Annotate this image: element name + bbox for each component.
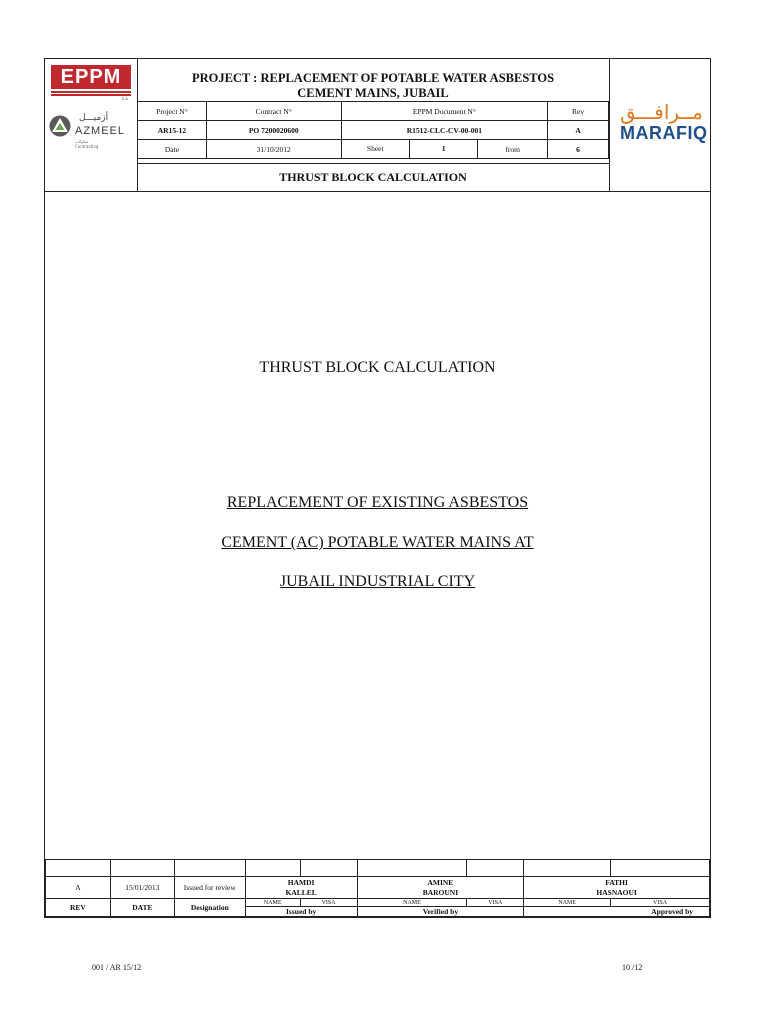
issued-by-name-line-2: KALLEL: [285, 887, 317, 897]
blank-cell: [245, 860, 300, 877]
date-column-label: DATE: [110, 899, 174, 917]
verified-visa-label: VISA: [467, 899, 524, 907]
blank-cell: [300, 860, 357, 877]
issued-by-name: [245, 877, 357, 899]
issued-by-name-line-1: HAMDI: [287, 877, 315, 887]
revision-rev: A: [46, 877, 111, 899]
revision-row: [46, 877, 710, 899]
document-title-header: THRUST BLOCK CALCULATION: [137, 163, 609, 192]
right-logo-column: [609, 59, 711, 191]
verified-name-label: NAME: [357, 899, 467, 907]
sheet-label: Sheet: [366, 144, 384, 153]
azmeel-name: AZMEEL: [75, 125, 126, 137]
blank-cell: [467, 860, 524, 877]
sheet-value: 1: [409, 140, 477, 158]
revision-date: 15/01/2013: [110, 877, 174, 899]
eppm-logo: [51, 65, 131, 103]
project-no-value: AR15-12: [138, 121, 207, 140]
contract-no-label: Contract N°: [206, 102, 341, 121]
left-logo-column: [45, 59, 138, 191]
meta-date-row: [138, 140, 609, 159]
azmeel-logo: [49, 113, 135, 151]
approved-visa-label: VISA: [611, 899, 710, 907]
meta-label-row: [138, 102, 609, 121]
eppm-doc-no-value: R1512-CLC-CV-00-001: [341, 121, 548, 140]
verified-by-name-line-2: BAROUNI: [422, 887, 459, 897]
project-title-line-2: CEMENT MAINS, JUBAIL: [297, 86, 449, 100]
page-frame: [44, 58, 711, 918]
footer-page-number: 10 /12: [622, 963, 643, 972]
revision-subheader-row: [46, 899, 710, 907]
document-meta-table: [137, 101, 609, 159]
date-label: Date: [138, 140, 207, 159]
subtitle-line-2: CEMENT (AC) POTABLE WATER MAINS AT: [221, 534, 534, 551]
from-label: from: [478, 140, 548, 159]
blank-cell: [174, 860, 245, 877]
marafiq-name: MARAFIQ: [620, 123, 708, 143]
issued-by-label: Issued by: [245, 907, 357, 917]
project-no-label: Project N°: [138, 102, 207, 121]
azmeel-arabic-name: أزميـــل: [79, 113, 109, 123]
issued-name-label: NAME: [245, 899, 300, 907]
verified-by-label: Verified by: [357, 907, 524, 917]
sheet-cell: [341, 140, 478, 159]
date-value: 31/10/2012: [206, 140, 341, 159]
footer-document-code: 001 / AR 15/12: [92, 963, 142, 972]
blank-cell: [46, 860, 111, 877]
main-title: THRUST BLOCK CALCULATION: [259, 359, 496, 376]
approved-by-name: [524, 877, 710, 899]
azmeel-subtitle-english: Contracting: [75, 144, 99, 149]
blank-cell: [524, 860, 611, 877]
rev-label: Rev: [548, 102, 609, 121]
approved-by-name-line-1: FATHI: [605, 877, 628, 887]
from-value: 6: [548, 140, 609, 159]
project-title: [137, 71, 609, 101]
revision-blank-row: [46, 860, 710, 877]
azmeel-mark-icon: [49, 115, 71, 137]
azmeel-subtitle: [75, 139, 98, 149]
eppm-logo-text: EPPM: [51, 65, 131, 89]
approved-by-label: Approved by: [524, 907, 710, 917]
verified-by-name-line-1: AMINE: [427, 877, 454, 887]
meta-value-row: [138, 121, 609, 140]
approved-by-name-line-2: HASNAOUI: [596, 887, 637, 897]
subtitle-line-1: REPLACEMENT OF EXISTING ASBESTOS: [226, 494, 529, 511]
eppm-logo-stripe: [51, 94, 131, 96]
project-title-line-1: PROJECT : REPLACEMENT OF POTABLE WATER ASBESTOS: [191, 71, 555, 85]
marafiq-logo: [618, 101, 706, 147]
revision-table: [45, 859, 710, 917]
blank-cell: [611, 860, 710, 877]
blank-cell: [357, 860, 467, 877]
marafiq-arabic-name: مــرافـــق: [620, 100, 703, 124]
designation-column-label: Designation: [174, 899, 245, 917]
revision-designation: Issued for review: [174, 877, 245, 899]
issued-visa-label: VISA: [300, 899, 357, 907]
subtitle-line-3: JUBAIL INDUSTRIAL CITY: [279, 573, 476, 590]
verified-by-name: [357, 877, 524, 899]
header-center: [137, 59, 609, 191]
document-header: [45, 59, 710, 192]
rev-value: A: [548, 121, 609, 140]
rev-column-label: REV: [46, 899, 111, 917]
azmeel-subtitle-arabic: مقاولات: [75, 139, 89, 144]
eppm-logo-suffix: S.A.: [121, 96, 129, 101]
contract-no-value: PO 7200020600: [206, 121, 341, 140]
blank-cell: [110, 860, 174, 877]
eppm-logo-stripe: [51, 91, 131, 93]
approved-name-label: NAME: [524, 899, 611, 907]
eppm-doc-no-label: EPPM Document N°: [341, 102, 548, 121]
